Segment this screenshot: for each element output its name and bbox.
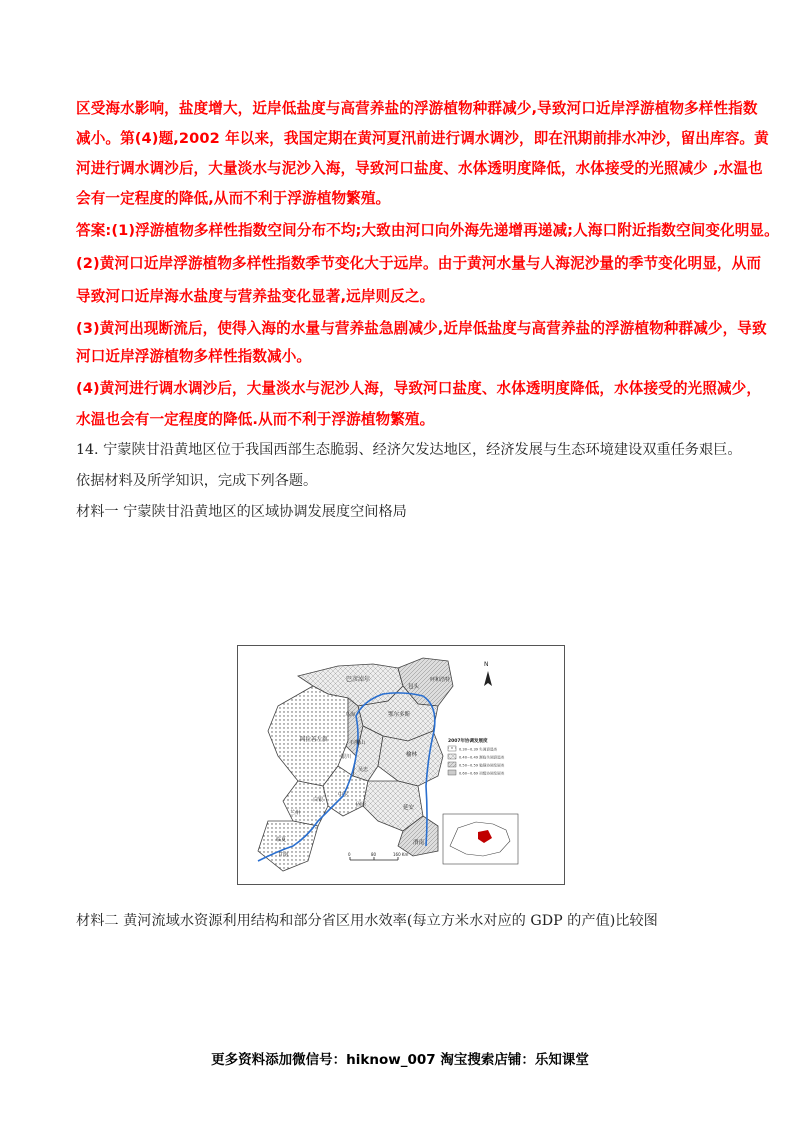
map-label: 包头	[408, 684, 420, 690]
material-one-caption: 材料一 宁蒙陕甘沿黄地区的区域协调发展度空间格局	[76, 504, 407, 520]
answer-line: (2)黄河口近岸浮游植物多样性指数季节变化大于远岸。由于黄河水量与人海泥沙量的季节变化明显，从而	[76, 255, 762, 272]
map-label: 中卫	[338, 792, 349, 798]
svg-text:0.40~0.49 濒临失调衰退类: 0.40~0.49 濒临失调衰退类	[459, 755, 505, 760]
question-line: 14. 宁蒙陕甘沿黄地区位于我国西部生态脆弱、经济欠发达地区，经济发展与生态环境建设双重任务艰巨。	[76, 442, 742, 458]
map-label: 甘南	[278, 852, 289, 858]
region-map	[237, 645, 565, 885]
material-two-caption: 材料二 黄河流域水资源利用结构和部分省区用水效率(每立方米水对应的 GDP 的产值)比较图	[76, 913, 658, 929]
answer-line: (3)黄河出现断流后，使得入海的水量与营养盐急剧减少,近岸低盐度与高营养盐的浮游植物种群减少，导致	[76, 320, 767, 337]
answer-line: 区受海水影响，盐度增大，近岸低盐度与高营养盐的浮游植物种群减少,导致河口近岸浮游植物多样性指数	[76, 100, 758, 117]
map-label: 渭南	[413, 840, 425, 846]
north-arrow-icon	[484, 661, 492, 686]
svg-text:80: 80	[371, 852, 377, 857]
answer-line: 导致河口近岸海水盐度与营养盐变化显著,远岸则反之。	[76, 288, 435, 305]
question-line: 依据材料及所学知识，完成下列各题。	[76, 473, 318, 489]
footer-promo: 更多资料添加微信号：hiknow_007 淘宝搜索店铺：乐知课堂	[211, 1052, 589, 1068]
svg-text:160 Km: 160 Km	[393, 852, 409, 857]
svg-text:2007年协调发展度: 2007年协调发展度	[448, 739, 488, 744]
map-label: 阿拉善左旗	[300, 737, 328, 743]
svg-text:0.50~0.59 勉强协调发展类: 0.50~0.59 勉强协调发展类	[459, 763, 505, 768]
map-graphic	[238, 646, 564, 884]
answer-line: 河口近岸浮游植物多样性指数减小。	[76, 348, 312, 365]
svg-text:0.60~0.69 初级协调发展类: 0.60~0.69 初级协调发展类	[459, 771, 505, 776]
map-label: 延安	[403, 805, 415, 811]
map-label: 银川	[341, 754, 352, 760]
map-legend	[448, 737, 505, 776]
map-label: 鄂尔多斯	[388, 712, 411, 718]
map-label: 兰州	[290, 810, 301, 816]
map-label: 吴忠	[358, 767, 369, 773]
map-label: 榆林	[406, 752, 418, 758]
svg-text:N: N	[484, 661, 489, 668]
map-label: 临夏	[276, 837, 287, 843]
svg-text:0.30~0.39 失调衰退类: 0.30~0.39 失调衰退类	[459, 747, 498, 752]
map-label: 固原	[356, 802, 367, 808]
answer-line: 水温也会有一定程度的降低.从而不利于浮游植物繁殖。	[76, 411, 435, 428]
answer-line: 减小。第(4)题,2002 年以来，我国定期在黄河夏汛前进行调水调沙，即在汛期前排水冲沙，留出库容。黄	[76, 130, 769, 147]
map-label: 呼和浩特	[430, 677, 451, 683]
answer-line: 河进行调水调沙后，大量淡水与泥沙入海，导致河口盐度、水体透明度降低，水体接受的光照减少 ,水温也	[76, 160, 763, 177]
map-label: 巴彦淖尔	[346, 676, 371, 683]
map-label: 石嘴山	[350, 740, 366, 746]
answer-line: (4)黄河进行调水调沙后，大量淡水与泥沙人海，导致河口盐度、水体透明度降低，水体接受的光照减少，	[76, 380, 762, 397]
answer-line: 答案:(1)浮游植物多样性指数空间分布不均;大致由河口向外海先递增再递减;人海口附近指数空间变化明显。	[76, 222, 779, 239]
svg-text:0: 0	[348, 852, 351, 857]
map-label: 白银	[313, 797, 324, 803]
scale-bar	[348, 852, 409, 860]
china-inset-map	[443, 814, 518, 864]
map-label: 乌海	[345, 712, 356, 718]
answer-line: 会有一定程度的降低,从而不利于浮游植物繁殖。	[76, 190, 391, 207]
